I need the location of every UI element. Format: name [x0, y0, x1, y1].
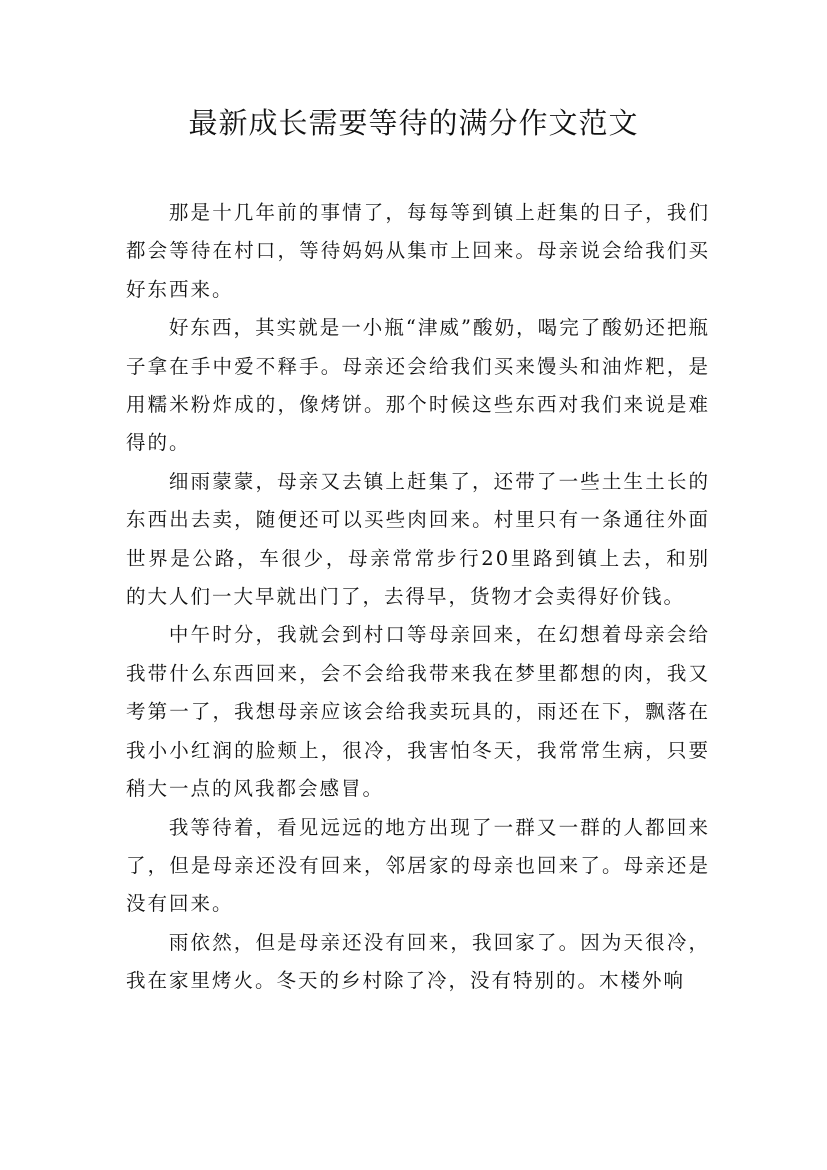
document-body	[126, 194, 710, 1001]
paragraph: 好东西，其实就是一小瓶“津威”酸奶，喝完了酸奶还把瓶子拿在手中爱不释手。母亲还会给我们买来馒头和油炸粑，是用糯米粉炸成的，像烤饼。那个时候这些东西对我们来说是难得的。	[126, 316, 710, 455]
document-title: 最新成长需要等待的满分作文范文	[188, 106, 639, 140]
paragraph: 细雨蒙蒙，母亲又去镇上赶集了，还带了一些土生土长的东西出去卖，随便还可以买些肉回来。村里只有一条通往外面世界是公路，车很少，母亲常常步行20里路到镇上去，和别的大人们一大早就出门了，去得早，货物才会卖得好价钱。	[126, 469, 710, 609]
paragraph: 中午时分，我就会到村口等母亲回来，在幻想着母亲会给我带什么东西回来，会不会给我带来我在梦里都想的肉，我又考第一了，我想母亲应该会给我卖玩具的，雨还在下，飘落在我小小红润的脸颊上，很冷，我害怕冬天，我常常生病，只要稍大一点的风我都会感冒。	[126, 623, 710, 801]
paragraph: 我等待着，看见远远的地方出现了一群又一群的人都回来了，但是母亲还没有回来，邻居家的母亲也回来了。母亲还是没有回来。	[126, 815, 710, 916]
paragraph: 雨依然，但是母亲还没有回来，我回家了。因为天很冷，我在家里烤火。冬天的乡村除了冷，没有特别的。木楼外响	[126, 930, 710, 993]
paragraph: 那是十几年前的事情了，每每等到镇上赶集的日子，我们都会等待在村口，等待妈妈从集市上回来。母亲说会给我们买好东西来。	[126, 201, 710, 301]
